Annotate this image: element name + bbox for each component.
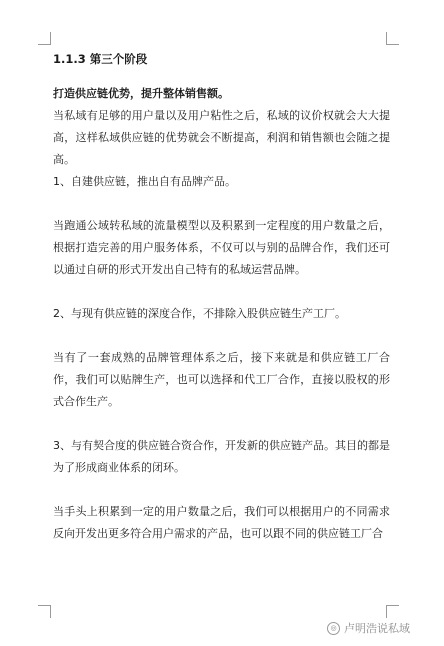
list-item-2: 2、与现有供应链的深度合作，不排除入股供应链生产工厂。 <box>53 307 346 320</box>
page-corner-mark-top-right <box>386 32 399 45</box>
paragraph-item-3-detail: 当手头上积累到一定的用户数量之后，我们可以根据用户的不同需求反向开发出更多符合用户需求的产品，也可以跟不同的供应链工厂合 <box>53 505 390 540</box>
watermark <box>327 620 410 636</box>
section-heading: 1.1.3 第三个阶段 <box>53 52 148 66</box>
paragraph-item-1-detail: 当跑通公域转私域的流量模型以及积累到一定程度的用户数量之后，根据打造完善的用户服务体系，不仅可以与别的品牌合作，我们还可以通过自研的形式开发出自己特有的私域运营品牌。 <box>53 219 390 276</box>
paragraph-intro: 当私域有足够的用户量以及用户粘性之后，私域的议价权就会大大提高，这样私域供应链的优势就会不断提高，利润和销售额也会随之提高。 <box>53 109 390 166</box>
watermark-logo-icon: ◎ <box>327 622 340 635</box>
document-body <box>53 48 390 545</box>
page-corner-mark-bottom-right <box>386 605 399 618</box>
paragraph-item-2-detail: 当有了一套成熟的品牌管理体系之后，接下来就是和供应链工厂合作，我们可以贴牌生产，也可以选择和代工厂合作，直接以股权的形式合作生产。 <box>53 351 390 408</box>
lead-sentence: 打造供应链优势，提升整体销售额。 <box>53 87 229 100</box>
list-item-3: 3、与有契合度的供应链合资合作，开发新的供应链产品。其目的都是为了形成商业体系的闭环。 <box>53 439 390 474</box>
page-corner-mark-bottom-left <box>38 605 51 618</box>
page-corner-mark-top-left <box>38 32 51 45</box>
watermark-text: 卢明浩说私域 <box>344 622 410 635</box>
list-item-1: 1、自建供应链，推出自有品牌产品。 <box>53 175 236 188</box>
